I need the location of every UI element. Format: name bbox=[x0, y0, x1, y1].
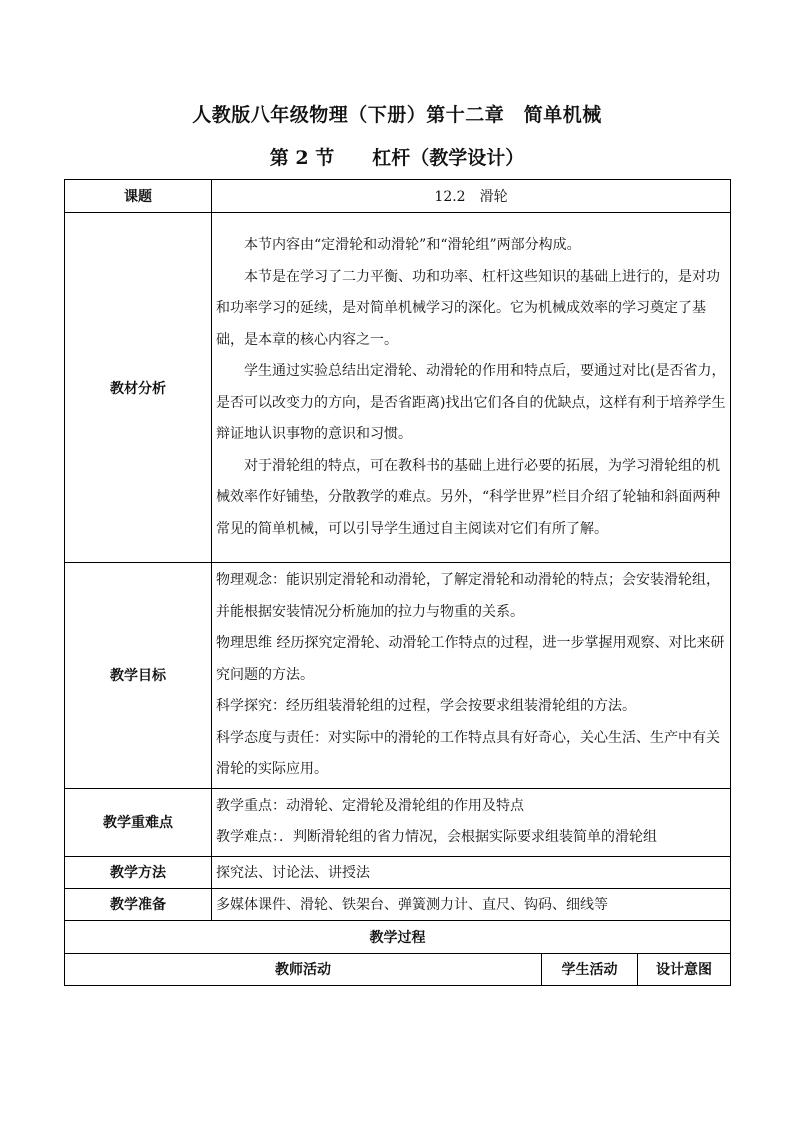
lesson-plan-table bbox=[64, 179, 731, 986]
prep-label: 教学准备 bbox=[65, 888, 212, 920]
design-intent-header: 设计意图 bbox=[638, 953, 731, 985]
goals-content bbox=[212, 563, 731, 789]
goal-paragraph: 物理思维 经历探究定滑轮、动滑轮工作特点的过程，进一步掌握用观察、对比来研究问题的方法。 bbox=[216, 635, 725, 683]
process-label: 教学过程 bbox=[65, 920, 731, 953]
row-topic bbox=[65, 180, 731, 213]
goal-paragraph: 科学态度与责任：对实际中的滑轮的工作特点具有好奇心，关心生活、生产中有关滑轮的实际应用。 bbox=[216, 729, 720, 777]
goals-label: 教学目标 bbox=[65, 563, 212, 789]
keypoint-paragraph: 教学难点：．判断滑轮组的省力情况，会根据实际要求组装简单的滑轮组 bbox=[216, 829, 657, 845]
row-columns bbox=[65, 953, 731, 985]
topic-value: 12.2 滑轮 bbox=[212, 180, 731, 213]
row-method bbox=[65, 856, 731, 888]
row-prep bbox=[65, 888, 731, 920]
row-keypoints bbox=[65, 788, 731, 856]
analysis-label: 教材分析 bbox=[65, 213, 212, 563]
row-goals bbox=[65, 563, 731, 789]
method-value: 探究法、讨论法、讲授法 bbox=[212, 856, 731, 888]
analysis-paragraph: 对于滑轮组的特点，可在教科书的基础上进行必要的拓展，为学习滑轮组的机械效率作好铺垫，分散教学的难点。另外，“科学世界”栏目介绍了轮轴和斜面两种常见的简单机械，可以引导学生通过自主阅读对它们有所了解。 bbox=[216, 457, 721, 537]
goal-paragraph: 物理观念：能识别定滑轮和动滑轮，了解定滑轮和动滑轮的特点；会安装滑轮组，并能根据安装情况分析施加的拉力与物重的关系。 bbox=[216, 572, 720, 620]
goal-paragraph: 科学探究：经历组装滑轮组的过程，学会按要求组装滑轮组的方法。 bbox=[216, 698, 636, 714]
student-activity-header: 学生活动 bbox=[542, 953, 638, 985]
analysis-paragraph: 本节是在学习了二力平衡、功和功率、杠杆这些知识的基础上进行的，是对功和功率学习的延续，是对简单机械学习的深化。它为机械成效率的学习奠定了基础，是本章的核心内容之一。 bbox=[216, 268, 720, 348]
analysis-content bbox=[212, 213, 731, 563]
row-analysis bbox=[65, 213, 731, 563]
row-process bbox=[65, 920, 731, 953]
analysis-paragraph: 本节内容由“定滑轮和动滑轮”和“滑轮组”两部分构成。 bbox=[244, 237, 581, 253]
topic-label: 课题 bbox=[65, 180, 212, 213]
teacher-activity-header: 教师活动 bbox=[65, 953, 542, 985]
analysis-paragraph: 学生通过实验总结出定滑轮、动滑轮的作用和特点后，要通过对比(是否省力，是否可以改变力的方向，是否省距离)找出它们各自的优缺点，这样有利于培养学生辩证地认识事物的意识和习惯。 bbox=[216, 363, 726, 442]
document-subtitle: 第 2 节 杠杆（教学设计） bbox=[269, 147, 525, 169]
keypoints-content bbox=[212, 788, 731, 856]
method-label: 教学方法 bbox=[65, 856, 212, 888]
keypoint-paragraph: 教学重点：动滑轮、定滑轮及滑轮组的作用及特点 bbox=[216, 797, 524, 814]
prep-value: 多媒体课件、滑轮、铁架台、弹簧测力计、直尺、钩码、细线等 bbox=[212, 888, 731, 920]
document-title: 人教版八年级物理（下册）第十二章 简单机械 bbox=[192, 104, 602, 126]
keypoints-label: 教学重难点 bbox=[65, 788, 212, 856]
